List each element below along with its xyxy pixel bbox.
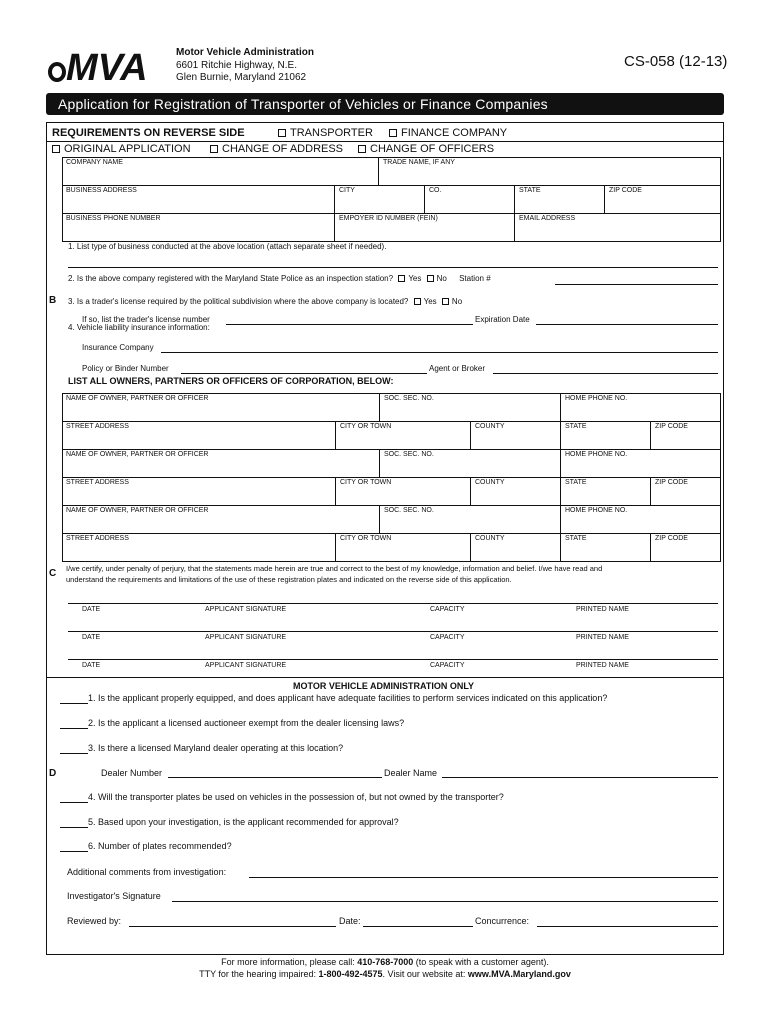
printed-name-caption: PRINTED NAME	[576, 634, 629, 641]
city-town-field[interactable]	[335, 533, 470, 561]
section-b-label: B	[49, 295, 57, 306]
county-label: CO.	[429, 187, 442, 194]
owner-name-label: NAME OF OWNER, PARTNER OR OFFICER	[66, 451, 209, 458]
ssn-field[interactable]	[379, 449, 560, 477]
reviewed-by-line[interactable]	[129, 926, 336, 927]
state-field[interactable]	[560, 477, 650, 505]
question-d5: 5. Based upon your investigation, is the applicant recommended for approval?	[88, 817, 399, 827]
change-address-option[interactable]	[210, 143, 343, 155]
city-field[interactable]	[334, 185, 424, 213]
signature-caption: APPLICANT SIGNATURE	[205, 606, 287, 613]
concurrence-line[interactable]	[537, 926, 718, 927]
owner-name-field[interactable]	[62, 393, 379, 421]
date-caption: DATE	[82, 662, 101, 669]
comments-label: Additional comments from investigation:	[67, 867, 227, 877]
question-d2: 2. Is the applicant a licensed auctioneer exempt from the dealer licensing laws?	[88, 718, 405, 728]
home-phone-field[interactable]	[560, 505, 721, 533]
original-application-option[interactable]	[52, 143, 191, 155]
owner-name-field[interactable]	[62, 505, 379, 533]
ssn-label: SOC. SEC. NO.	[384, 395, 434, 402]
zip-label: ZIP CODE	[655, 423, 688, 430]
agency-name: Motor Vehicle Administration	[176, 47, 314, 58]
city-town-label: CITY OR TOWN	[340, 535, 392, 542]
checkbox-icon[interactable]	[398, 275, 405, 282]
answer-blank-2[interactable]	[60, 728, 88, 729]
street-address-label: STREET ADDRESS	[66, 535, 129, 542]
yes-label: Yes	[423, 297, 437, 306]
zip-label: ZIP CODE	[655, 479, 688, 486]
insurance-company-label: Insurance Company	[82, 343, 154, 352]
expiration-date-label: Expiration Date	[475, 315, 530, 324]
checkbox-icon[interactable]	[52, 145, 60, 153]
zip-field[interactable]	[650, 421, 721, 449]
city-town-field[interactable]	[335, 421, 470, 449]
county-label: COUNTY	[475, 535, 505, 542]
change-officers-option[interactable]	[358, 143, 494, 155]
capacity-caption: CAPACITY	[430, 662, 465, 669]
ssn-field[interactable]	[379, 505, 560, 533]
answer-blank-6[interactable]	[60, 851, 88, 852]
owner-3-row	[62, 505, 721, 534]
zip-field[interactable]	[650, 477, 721, 505]
capacity-caption: CAPACITY	[430, 634, 465, 641]
state-field[interactable]	[560, 421, 650, 449]
question-b1: 1. List type of business conducted at the above location (attach separate sheet if needed).	[68, 242, 387, 251]
question-d1: 1. Is the applicant properly equipped, and does applicant have adequate facilities to perform services indicated on this application?	[88, 693, 608, 703]
city-town-field[interactable]	[335, 477, 470, 505]
printed-name-caption: PRINTED NAME	[576, 606, 629, 613]
home-phone-label: HOME PHONE NO.	[565, 451, 628, 458]
signature-caption: APPLICANT SIGNATURE	[205, 662, 287, 669]
company-name-field[interactable]	[62, 157, 378, 185]
business-phone-label: BUSINESS PHONE NUMBER	[66, 215, 161, 222]
email-label: EMAIL ADDRESS	[519, 215, 576, 222]
tty-number[interactable]: 1-800-492-4575	[318, 969, 383, 979]
county-field[interactable]	[470, 533, 560, 561]
home-phone-field[interactable]	[560, 393, 721, 421]
station-label: Station #	[459, 274, 491, 283]
finance-company-label: FINANCE COMPANY	[401, 127, 508, 139]
street-address-label: STREET ADDRESS	[66, 479, 129, 486]
owner-2-address-row	[62, 477, 721, 506]
requirements-label: REQUIREMENTS ON REVERSE SIDE	[52, 127, 245, 139]
traders-license-label: If so, list the trader's license number	[82, 315, 210, 324]
agent-broker-label: Agent or Broker	[429, 364, 486, 373]
state-field[interactable]	[560, 533, 650, 561]
investigator-label: Investigator's Signature	[67, 891, 161, 901]
owner-3-address-row	[62, 533, 721, 562]
section-d-label: D	[49, 768, 57, 779]
date-caption: DATE	[82, 606, 101, 613]
title-bar	[46, 93, 724, 115]
traders-license-line[interactable]	[226, 324, 473, 325]
page-title: Application for Registration of Transporter of Vehicles or Finance Companies	[58, 96, 548, 112]
certification-line-1: I/we certify, under penalty of perjury, that the statements made herein are true and correct to the best of my knowledge, information and belief. I/we have read and	[66, 564, 603, 573]
ssn-field[interactable]	[379, 393, 560, 421]
business-address-field[interactable]	[62, 185, 334, 213]
state-label: STATE	[565, 423, 587, 430]
website-link[interactable]: www.MVA.Maryland.gov	[467, 969, 571, 979]
owners-heading: LIST ALL OWNERS, PARTNERS OR OFFICERS OF CORPORATION, BELOW:	[68, 376, 394, 386]
footer-text: . Visit our website at:	[382, 969, 468, 979]
expiration-date-line[interactable]	[536, 324, 718, 325]
state-label: STATE	[519, 187, 541, 194]
fein-field[interactable]	[334, 213, 514, 241]
footer-line-1	[0, 957, 770, 967]
fein-label: EMPOYER ID NUMBER (FEIN)	[339, 215, 438, 222]
zip-label: ZIP CODE	[655, 535, 688, 542]
no-label: No	[451, 297, 463, 306]
signature-line-3[interactable]	[68, 659, 718, 660]
home-phone-label: HOME PHONE NO.	[565, 395, 628, 402]
street-address-field[interactable]	[62, 477, 335, 505]
city-label: CITY	[339, 187, 355, 194]
question-b3-text: 3. Is a trader's license required by the political subdivision where the above company is located?	[68, 297, 409, 306]
zip-label: ZIP CODE	[609, 187, 642, 194]
trade-name-label: TRADE NAME, IF ANY	[383, 159, 455, 166]
checkbox-icon[interactable]	[389, 129, 397, 137]
logo-text: MVA	[66, 47, 148, 84]
question-d4: 4. Will the transporter plates be used on vehicles in the possession of, but not owned by the transporter?	[88, 792, 504, 802]
checkbox-icon[interactable]	[427, 275, 434, 282]
address-row	[62, 185, 721, 214]
phone-number[interactable]: 410-768-7000	[357, 957, 414, 967]
section-c-label: C	[49, 568, 57, 579]
footer-text: For more information, please call:	[221, 957, 358, 967]
question-b4: 4. Vehicle liability insurance information:	[68, 323, 210, 332]
state-label: STATE	[565, 479, 587, 486]
answer-blank-3[interactable]	[60, 753, 88, 754]
insurance-company-line[interactable]	[161, 352, 718, 353]
agency-address-1: 6601 Ritchie Highway, N.E.	[176, 60, 297, 71]
company-row	[62, 157, 721, 186]
question-d3: 3. Is there a licensed Maryland dealer operating at this location?	[88, 743, 344, 753]
checkbox-icon[interactable]	[358, 145, 366, 153]
reviewed-by-label: Reviewed by:	[67, 916, 122, 926]
county-field[interactable]	[424, 185, 514, 213]
county-label: COUNTY	[475, 479, 505, 486]
phone-row	[62, 213, 721, 242]
dealer-number-line[interactable]	[168, 777, 382, 778]
owner-name-label: NAME OF OWNER, PARTNER OR OFFICER	[66, 395, 209, 402]
county-field[interactable]	[470, 421, 560, 449]
footer-text: (to speak with a customer agent).	[413, 957, 549, 967]
street-address-field[interactable]	[62, 421, 335, 449]
home-phone-field[interactable]	[560, 449, 721, 477]
mva-logo	[46, 44, 172, 84]
company-name-label: COMPANY NAME	[66, 159, 123, 166]
station-number-line[interactable]	[555, 284, 718, 285]
question-b2-text: 2. Is the above company registered with the Maryland State Police as an inspection station?	[68, 274, 394, 283]
signature-line-2[interactable]	[68, 631, 718, 632]
divider	[46, 677, 724, 678]
comments-line[interactable]	[249, 877, 718, 878]
transporter-option[interactable]	[278, 127, 373, 139]
question-d6: 6. Number of plates recommended?	[88, 841, 232, 851]
signature-line-1[interactable]	[68, 603, 718, 604]
trade-name-field[interactable]	[378, 157, 721, 185]
state-field[interactable]	[514, 185, 604, 213]
signature-caption: APPLICANT SIGNATURE	[205, 634, 287, 641]
zip-field[interactable]	[650, 533, 721, 561]
owner-1-address-row	[62, 421, 721, 450]
date-caption: DATE	[82, 634, 101, 641]
question-b2	[68, 274, 491, 283]
divider	[46, 141, 724, 142]
answer-blank-4[interactable]	[60, 802, 88, 803]
date-label: Date:	[339, 916, 361, 926]
owner-name-label: NAME OF OWNER, PARTNER OR OFFICER	[66, 507, 209, 514]
checkbox-icon[interactable]	[414, 298, 421, 305]
mva-only-heading: MOTOR VEHICLE ADMINISTRATION ONLY	[293, 681, 475, 691]
business-type-line[interactable]	[68, 267, 718, 268]
agency-address-2: Glen Burnie, Maryland 21062	[176, 72, 307, 83]
city-town-label: CITY OR TOWN	[340, 423, 392, 430]
footer-text: TTY for the hearing impaired:	[199, 969, 319, 979]
home-phone-label: HOME PHONE NO.	[565, 507, 628, 514]
finance-company-option[interactable]	[389, 127, 507, 139]
business-address-label: BUSINESS ADDRESS	[66, 187, 137, 194]
answer-blank-1[interactable]	[60, 703, 88, 704]
street-address-field[interactable]	[62, 533, 335, 561]
change-officers-label: CHANGE OF OFFICERS	[370, 143, 495, 155]
capacity-caption: CAPACITY	[430, 606, 465, 613]
printed-name-caption: PRINTED NAME	[576, 662, 629, 669]
question-b3	[68, 297, 462, 306]
owner-1-row	[62, 393, 721, 422]
owner-name-field[interactable]	[62, 449, 379, 477]
owner-2-row	[62, 449, 721, 478]
date-line[interactable]	[363, 926, 473, 927]
yes-label: Yes	[408, 274, 422, 283]
checkbox-icon[interactable]	[442, 298, 449, 305]
no-label: No	[436, 274, 447, 283]
city-town-label: CITY OR TOWN	[340, 479, 392, 486]
ssn-label: SOC. SEC. NO.	[384, 451, 434, 458]
policy-number-label: Policy or Binder Number	[82, 364, 169, 373]
checkbox-icon[interactable]	[278, 129, 286, 137]
street-address-label: STREET ADDRESS	[66, 423, 129, 430]
certification-line-2: understand the requirements and limitations of the use of these registration plates and indicated on the reverse side of this application.	[66, 575, 512, 584]
investigator-signature-line[interactable]	[172, 901, 718, 902]
change-address-label: CHANGE OF ADDRESS	[222, 143, 344, 155]
concurrence-label: Concurrence:	[475, 916, 530, 926]
policy-number-line[interactable]	[181, 373, 427, 374]
email-field[interactable]	[514, 213, 721, 241]
form-number: CS-058 (12-13)	[624, 53, 728, 70]
transporter-label: TRANSPORTER	[290, 127, 373, 139]
original-application-label: ORIGINAL APPLICATION	[64, 143, 191, 155]
zip-field[interactable]	[604, 185, 721, 213]
agent-broker-line[interactable]	[493, 373, 718, 374]
dealer-name-line[interactable]	[442, 777, 718, 778]
dealer-name-label: Dealer Name	[384, 768, 438, 778]
state-label: STATE	[565, 535, 587, 542]
county-field[interactable]	[470, 477, 560, 505]
footer-line-2	[0, 969, 770, 979]
county-label: COUNTY	[475, 423, 505, 430]
dealer-number-label: Dealer Number	[101, 768, 163, 778]
business-phone-field[interactable]	[62, 213, 334, 241]
ssn-label: SOC. SEC. NO.	[384, 507, 434, 514]
answer-blank-5[interactable]	[60, 827, 88, 828]
checkbox-icon[interactable]	[210, 145, 218, 153]
